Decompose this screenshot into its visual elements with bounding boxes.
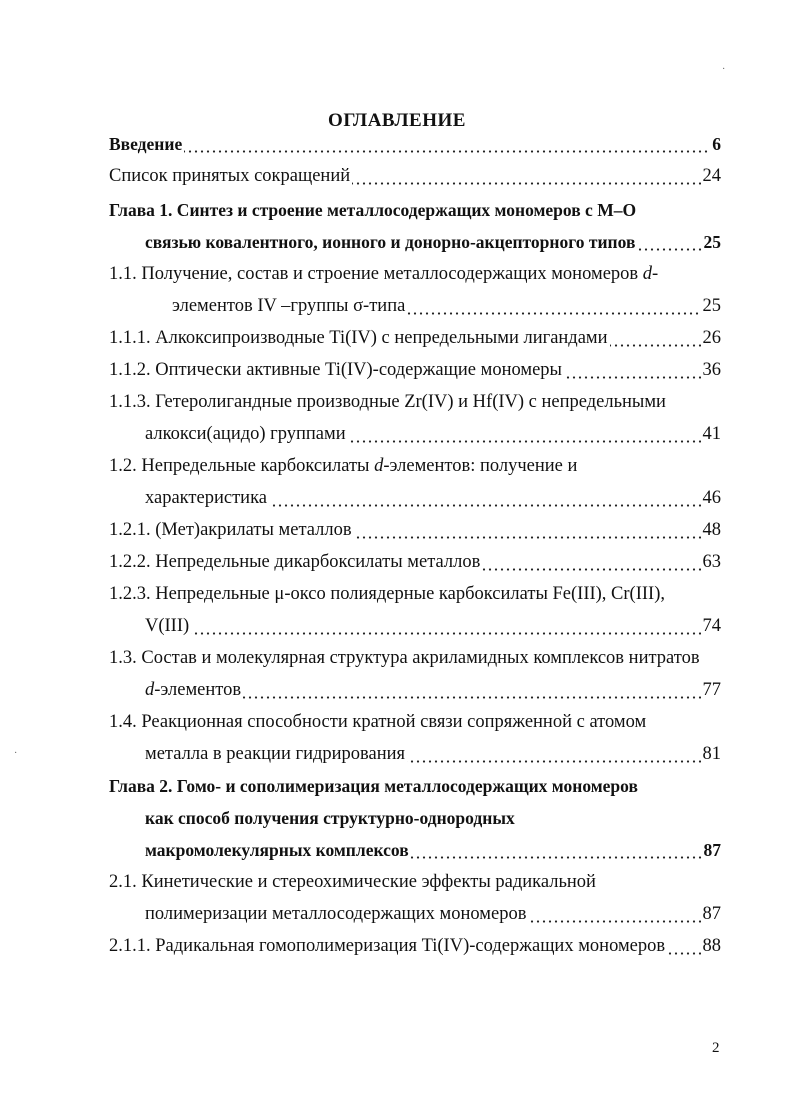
toc-entry-1-2-3-cont[interactable] xyxy=(145,613,721,639)
page-number: 2 xyxy=(712,1040,720,1056)
toc-entry-page: 24 xyxy=(701,163,722,189)
toc-entry-2-1-1[interactable] xyxy=(109,933,721,959)
toc-entry-2-1[interactable] xyxy=(109,869,721,895)
toc-entry-label: 1.1.2. Оптически активные Ti(IV)-содержащие мономеры xyxy=(109,360,562,380)
toc-entry-label: 1.1. Получение, состав и строение металлосодержащих мономеров d- xyxy=(109,264,659,284)
toc-entry-page: 77 xyxy=(701,677,722,703)
toc-entry-1-1-3[interactable] xyxy=(109,389,721,415)
toc-entry-label: 1.2.3. Непредельные μ-оксо полиядерные карбоксилаты Fe(III), Cr(III), xyxy=(109,584,665,604)
toc-entry-chapter-1-cont[interactable] xyxy=(145,229,721,255)
toc-entry-chapter-2-cont-2[interactable] xyxy=(145,837,721,863)
scan-speck: · xyxy=(722,64,726,75)
toc-entry-label: элементов IV –группы σ-типа xyxy=(172,296,406,316)
toc-entry-1-2-3[interactable] xyxy=(109,581,721,607)
toc-entry-1-1-2[interactable] xyxy=(109,357,721,383)
toc-entry-page: 26 xyxy=(701,325,722,351)
toc-entry-label: связью ковалентного, ионного и донорно-акцепторного типов xyxy=(145,232,636,252)
toc-entry-1-2-1[interactable] xyxy=(109,517,721,543)
toc-entry-label: 1.1.3. Гетеролигандные производные Zr(IV) и Hf(IV) с непредельными xyxy=(109,392,666,412)
toc-entry-page: 63 xyxy=(701,549,722,575)
toc-entry-label: 1.2.2. Непредельные дикарбоксилаты металлов xyxy=(109,552,481,572)
toc-entry-label: Глава 2. Гомо- и сополимеризация металлосодержащих мономеров xyxy=(109,776,638,796)
toc-entry-1-2-cont[interactable] xyxy=(145,485,721,511)
toc-entry-1-1[interactable] xyxy=(109,261,721,287)
toc-entry-2-1-cont[interactable] xyxy=(145,901,721,927)
toc-entry-chapter-2[interactable] xyxy=(109,773,721,799)
toc-entry-page: 87 xyxy=(702,837,722,863)
toc-entry-page: 41 xyxy=(701,421,722,447)
toc-entry-1-1-cont[interactable] xyxy=(172,293,721,319)
toc-entry-1-2[interactable] xyxy=(109,453,721,479)
toc-entry-label: 1.4. Реакционная способности кратной связи сопряженной с атомом xyxy=(109,712,647,732)
toc-entry-page: 88 xyxy=(701,933,722,959)
toc-entry-1-4[interactable] xyxy=(109,709,721,735)
toc-entry-chapter-1[interactable] xyxy=(109,197,721,223)
toc-entry-abbreviations[interactable] xyxy=(109,163,721,189)
toc-entry-label: макромолекулярных комплексов xyxy=(145,840,409,860)
toc-entry-label: 1.3. Состав и молекулярная структура акриламидных комплексов нитратов xyxy=(109,648,700,668)
toc-entry-page: 6 xyxy=(710,131,721,157)
toc-entry-label: 2.1. Кинетические и стереохимические эффекты радикальной xyxy=(109,872,596,892)
toc-entry-label: 1.2. Непредельные карбоксилаты d-элементов: получение и xyxy=(109,456,578,476)
toc-entry-label: полимеризации металлосодержащих мономеров xyxy=(145,904,527,924)
toc-entry-label: 2.1.1. Радикальная гомополимеризация Ti(IV)-содержащих мономеров xyxy=(109,936,666,956)
toc-entry-label: d-элементов xyxy=(145,680,242,700)
toc-entry-page: 87 xyxy=(701,901,722,927)
toc-entry-label: V(III) xyxy=(145,616,190,636)
toc-entry-1-4-cont[interactable] xyxy=(145,741,721,767)
page-title: ОГЛАВЛЕНИЕ xyxy=(328,110,466,131)
toc-entry-label: Введение xyxy=(109,134,183,154)
toc-entry-chapter-2-cont[interactable] xyxy=(145,805,721,831)
toc-entry-label: характеристика xyxy=(145,488,267,508)
toc-entry-1-1-3-cont[interactable] xyxy=(145,421,721,447)
toc-entry-page: 74 xyxy=(701,613,722,639)
toc-entry-1-2-2[interactable] xyxy=(109,549,721,575)
toc-entry-label: металла в реакции гидрирования xyxy=(145,744,406,764)
toc-entry-label: 1.1.1. Алкоксипроизводные Ti(IV) с непредельными лигандами xyxy=(109,328,608,348)
toc-entry-page: 48 xyxy=(701,517,722,543)
toc-entry-label: Глава 1. Синтез и строение металлосодержащих мономеров с М–О xyxy=(109,200,637,220)
toc-entry-page: 81 xyxy=(701,741,722,767)
toc-entry-page: 25 xyxy=(701,293,722,319)
toc-entry-1-3-cont[interactable] xyxy=(145,677,721,703)
toc-entry-page: 36 xyxy=(701,357,722,383)
toc-entry-label: Список принятых сокращений xyxy=(109,166,351,186)
toc-entry-label: 1.2.1. (Мет)акрилаты металлов xyxy=(109,520,352,540)
toc-entry-1-3[interactable] xyxy=(109,645,721,671)
toc-entry-label: как способ получения структурно-однородных xyxy=(145,808,515,828)
toc-entry-introduction[interactable] xyxy=(109,131,721,157)
toc-entry-label: алкокси(ацидо) группами xyxy=(145,424,346,444)
scan-speck: · xyxy=(14,748,18,759)
toc-entry-1-1-1[interactable] xyxy=(109,325,721,351)
toc-entry-page: 25 xyxy=(702,229,722,255)
toc-entry-page: 46 xyxy=(701,485,722,511)
